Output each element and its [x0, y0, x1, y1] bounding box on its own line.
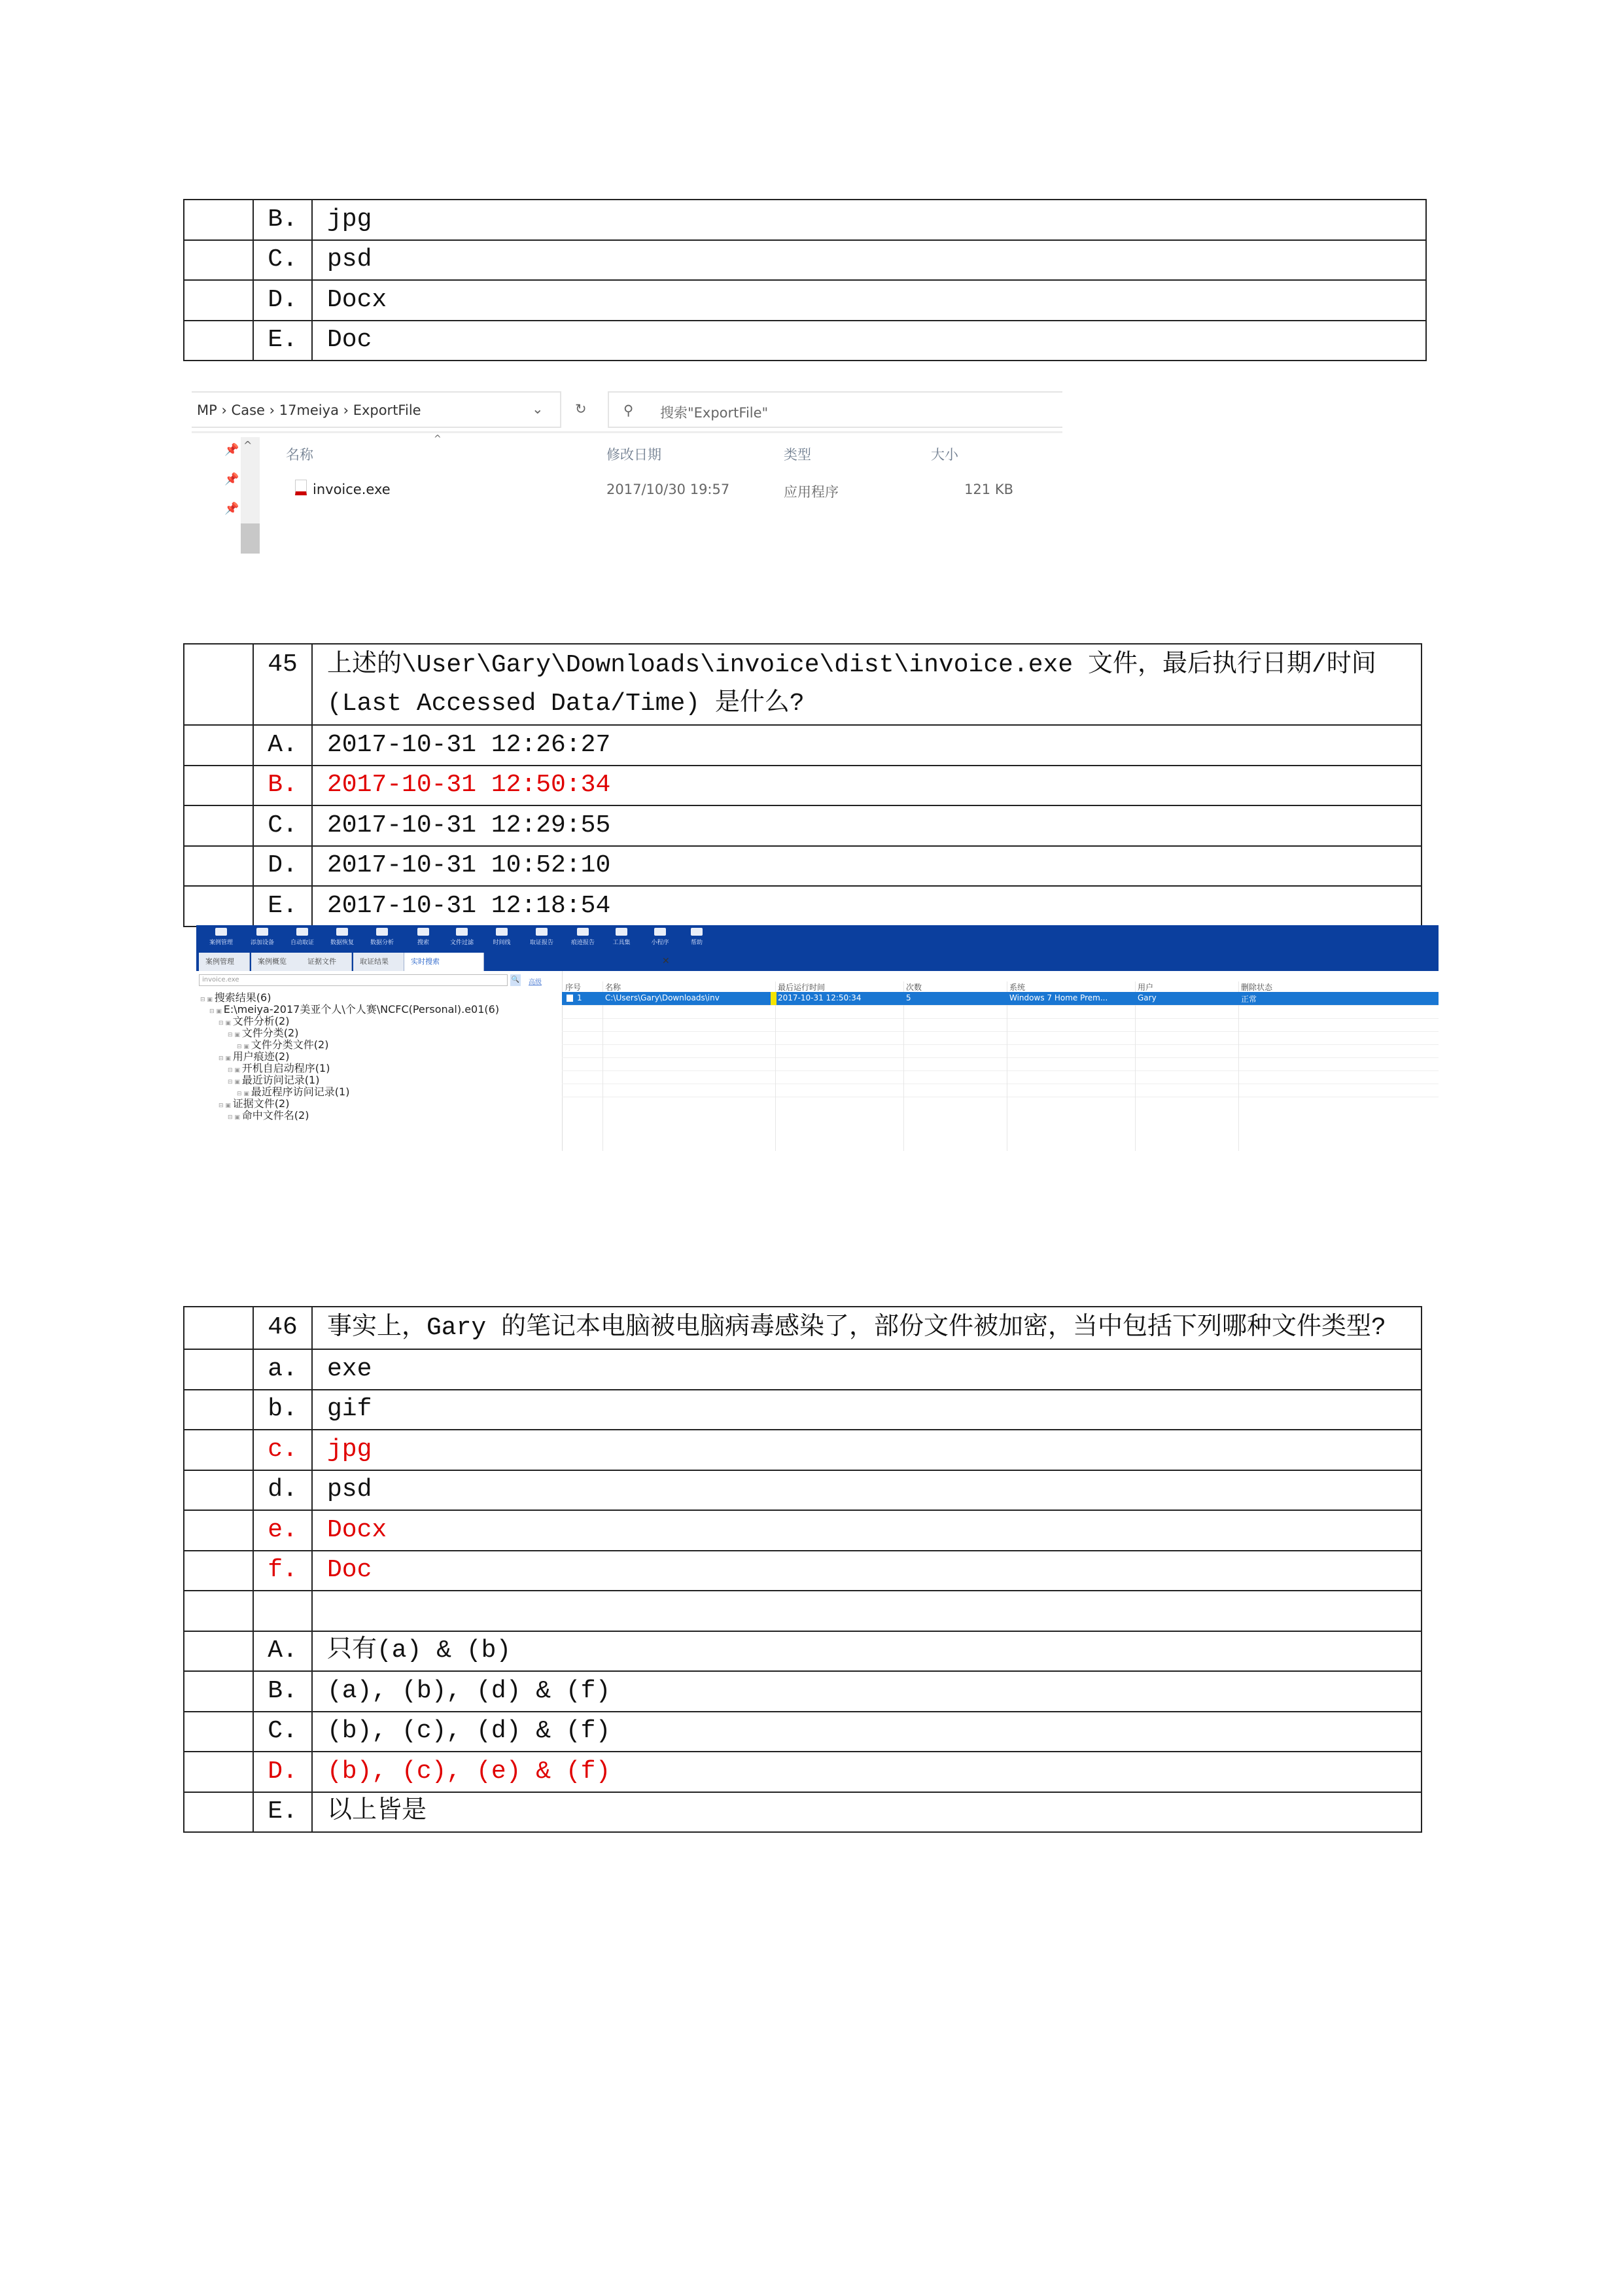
search-icon: ⚲ — [623, 402, 634, 418]
result-cell: Windows 7 Home Prem... — [1009, 993, 1108, 1002]
scroll-up-icon[interactable]: ^ — [243, 439, 253, 451]
toolbar-icon — [256, 928, 268, 936]
file-explorer-screenshot — [192, 387, 1062, 554]
toolbar-icon — [417, 928, 429, 936]
grid-line — [562, 1057, 1439, 1058]
option-label: D. — [253, 280, 312, 321]
expand-icon[interactable]: ⊟ ▣ — [228, 1114, 242, 1121]
option-label: D. — [253, 846, 312, 887]
option-row — [184, 1349, 1422, 1390]
option-text: 以上皆是 — [312, 1792, 1422, 1833]
option-row — [184, 1671, 1422, 1712]
toolbar-label: 数据分析 — [370, 940, 394, 946]
tab[interactable]: 案例概览 — [251, 953, 302, 971]
breadcrumb-item[interactable]: Case — [231, 402, 265, 418]
toolbar-icon — [296, 928, 308, 936]
question-text: 上述的\User\Gary\Downloads\invoice\dist\invoice.exe 文件，最后执行日期/时间(Last Accessed Data/Time) 是什么? — [312, 644, 1422, 725]
toolbar-label: 小程序 — [651, 940, 669, 946]
toolbar-button[interactable] — [680, 927, 713, 946]
toolbar-icon — [215, 928, 227, 936]
option-text: psd — [312, 1470, 1422, 1511]
toolbar-label: 添加设备 — [250, 940, 274, 946]
checkbox[interactable] — [567, 995, 573, 1002]
toolbar-icon — [336, 928, 348, 936]
breadcrumb-item[interactable]: ExportFile — [353, 402, 421, 418]
result-cell: Gary — [1138, 993, 1157, 1002]
column-divider — [775, 981, 776, 1151]
option-row — [184, 1430, 1422, 1470]
toolbar-label: 工具集 — [612, 940, 631, 946]
option-row — [184, 1591, 1422, 1631]
option-label: d. — [253, 1470, 312, 1511]
option-row — [184, 321, 1426, 361]
question-row — [184, 1307, 1422, 1349]
question-text: 事实上，Gary 的笔记本电脑被电脑病毒感染了，部份文件被加密，当中包括下列哪种文件类型? — [312, 1307, 1422, 1349]
toolbar-button[interactable] — [326, 927, 358, 946]
pin-icon: 📌 — [224, 443, 239, 457]
option-text: (b), (c), (d) & (f) — [312, 1712, 1422, 1752]
grid-line — [562, 1031, 1439, 1032]
column-header[interactable]: 次数 — [906, 983, 922, 992]
result-cell: 2017-10-31 12:50:34 — [778, 993, 862, 1002]
option-label: b. — [253, 1390, 312, 1430]
question-45-table — [183, 643, 1422, 927]
question-number: 46 — [253, 1307, 312, 1349]
option-row — [184, 1390, 1422, 1430]
grid-line — [562, 1005, 1439, 1006]
option-row — [184, 240, 1426, 281]
tree-node-label: 搜索结果(6) — [214, 991, 271, 1004]
toolbar-button[interactable] — [246, 927, 279, 946]
option-label: A. — [253, 725, 312, 766]
option-text: jpg — [312, 1430, 1422, 1470]
option-text — [312, 1591, 1422, 1631]
grid-line — [562, 1044, 1439, 1045]
option-text: Doc — [312, 321, 1426, 361]
pin-icon: 📌 — [224, 472, 239, 486]
expand-icon[interactable]: ⊟ ▣ — [228, 1079, 242, 1086]
toolbar-button[interactable] — [525, 927, 558, 946]
option-text: 2017-10-31 12:18:54 — [312, 886, 1422, 927]
option-label: c. — [253, 1430, 312, 1470]
option-text: gif — [312, 1390, 1422, 1430]
column-header-size[interactable]: 大小 — [931, 447, 958, 463]
breadcrumb: MP › Case › 17meiya › ExportFile — [197, 402, 421, 418]
tree-node-label: 证据文件(2) — [232, 1097, 290, 1110]
expand-icon[interactable]: ⊟ ▣ — [218, 1020, 233, 1027]
option-label: C. — [253, 805, 312, 846]
toolbar-button[interactable] — [644, 927, 676, 946]
column-header[interactable]: 序号 — [565, 983, 582, 992]
file-name[interactable]: invoice.exe — [313, 482, 391, 497]
expand-icon[interactable]: ⊟ ▣ — [237, 1091, 251, 1097]
toolbar-icon — [577, 928, 589, 936]
option-text: (a), (b), (d) & (f) — [312, 1671, 1422, 1712]
option-text: exe — [312, 1349, 1422, 1390]
advanced-search-link[interactable]: 高级 — [529, 979, 542, 986]
option-label: D. — [253, 1752, 312, 1792]
scrollbar-thumb[interactable] — [241, 523, 260, 554]
highlight-marker — [771, 992, 777, 1005]
column-header[interactable]: 最后运行时间 — [778, 983, 826, 992]
tree-node-label: 用户痕迹(2) — [232, 1050, 290, 1063]
expand-icon[interactable]: ⊟ ▣ — [200, 997, 215, 1003]
column-header-modified[interactable]: 修改日期 — [606, 447, 661, 463]
option-label: E. — [253, 1792, 312, 1833]
pdf-file-icon — [295, 480, 307, 495]
toolbar-icon — [691, 928, 703, 936]
expand-icon[interactable]: ⊟ ▣ — [218, 1103, 233, 1109]
search-input[interactable]: invoice.exe — [199, 974, 508, 986]
toolbar-icon — [456, 928, 468, 936]
tree-node-label: 命中文件名(2) — [241, 1109, 309, 1122]
expand-icon[interactable]: ⊟ ▣ — [237, 1044, 251, 1050]
expand-icon[interactable]: ⊟ ▣ — [228, 1067, 242, 1074]
search-button[interactable]: 🔍 — [510, 974, 521, 986]
tab[interactable]: 实时搜索 — [404, 953, 484, 971]
option-text: 2017-10-31 12:50:34 — [312, 766, 1422, 806]
question-46-table — [183, 1306, 1422, 1833]
file-modified: 2017/10/30 19:57 — [606, 482, 730, 497]
option-row — [184, 1712, 1422, 1752]
option-label: a. — [253, 1349, 312, 1390]
chevron-down-icon[interactable]: ⌄ — [532, 401, 544, 417]
option-text: Docx — [312, 1510, 1422, 1551]
breadcrumb-item[interactable]: 17meiya — [279, 402, 339, 418]
option-text: 2017-10-31 10:52:10 — [312, 846, 1422, 887]
option-text: jpg — [312, 200, 1426, 240]
file-type: 应用程序 — [784, 484, 839, 500]
option-row — [184, 766, 1422, 806]
toolbar-button[interactable] — [605, 927, 638, 946]
option-label: e. — [253, 1510, 312, 1551]
pin-icon: 📌 — [224, 502, 239, 516]
tree-node-label: 最近访问记录(1) — [241, 1074, 320, 1086]
column-divider — [1238, 981, 1239, 1151]
toolbar-button[interactable] — [286, 927, 319, 946]
option-label: C. — [253, 1712, 312, 1752]
tree-node-label: 文件分析(2) — [232, 1015, 290, 1027]
option-label: C. — [253, 240, 312, 281]
toolbar-label: 取证报告 — [529, 940, 553, 946]
column-header[interactable]: 系统 — [1009, 983, 1026, 992]
option-label: B. — [253, 1671, 312, 1712]
toolbar-label: 时间线 — [493, 940, 511, 946]
result-cell: 正常 — [1241, 995, 1257, 1004]
tree-node-label: 文件分类(2) — [241, 1027, 299, 1039]
divider — [192, 431, 1062, 433]
option-row — [184, 1752, 1422, 1792]
option-text: 2017-10-31 12:26:27 — [312, 725, 1422, 766]
expand-icon[interactable]: ⊟ ▣ — [228, 1032, 242, 1038]
toolbar-icon — [654, 928, 666, 936]
tab[interactable]: 取证结果 — [353, 953, 404, 971]
option-row — [184, 725, 1422, 766]
option-row — [184, 1510, 1422, 1551]
toolbar-label: 自动取证 — [290, 940, 314, 946]
option-text: (b), (c), (e) & (f) — [312, 1752, 1422, 1792]
toolbar-icon — [536, 928, 548, 936]
grid-line — [562, 1018, 1439, 1019]
toolbar-label: 文件过滤 — [449, 940, 474, 946]
option-label — [253, 1591, 312, 1631]
search-placeholder: 搜索"ExportFile" — [660, 405, 769, 421]
tree-node-label: 文件分类文件(2) — [251, 1038, 329, 1051]
toolbar-label: 搜索 — [417, 940, 429, 946]
question-number: 45 — [253, 644, 312, 725]
toolbar-button[interactable] — [407, 927, 440, 946]
column-header[interactable]: 用户 — [1138, 983, 1154, 992]
toolbar-label: 帮助 — [690, 940, 703, 946]
toolbar-icon — [376, 928, 388, 936]
grid-line — [562, 1070, 1439, 1071]
toolbar-button[interactable] — [445, 927, 478, 946]
option-row — [184, 886, 1422, 927]
breadcrumb-item[interactable]: MP — [197, 402, 217, 418]
option-row — [184, 846, 1422, 887]
option-row — [184, 1551, 1422, 1591]
option-text: Doc — [312, 1551, 1422, 1591]
forensic-tool-screenshot — [196, 925, 1439, 1151]
column-header-type[interactable]: 类型 — [784, 447, 811, 463]
tab[interactable]: 案例管理 — [199, 953, 250, 971]
option-text: 2017-10-31 12:29:55 — [312, 805, 1422, 846]
toolbar-icon — [616, 928, 627, 936]
toolbar-label: 痕迹报告 — [570, 940, 595, 946]
file-size: 121 KB — [964, 482, 1013, 497]
option-label: E. — [253, 886, 312, 927]
option-row — [184, 1631, 1422, 1672]
question-row — [184, 644, 1422, 725]
refresh-icon[interactable]: ↻ — [575, 401, 587, 417]
toolbar-button[interactable] — [567, 927, 599, 946]
option-row — [184, 1792, 1422, 1833]
result-cell: 1 — [577, 993, 582, 1002]
toolbar-label: 案例管理 — [209, 940, 233, 946]
result-cell: 5 — [906, 993, 911, 1002]
toolbar-button[interactable] — [485, 927, 518, 946]
option-label: f. — [253, 1551, 312, 1591]
sort-ascending-icon: ^ — [434, 434, 442, 444]
close-tab-icon[interactable]: ✕ — [662, 956, 670, 966]
option-row — [184, 1470, 1422, 1511]
column-header-name[interactable]: 名称 — [286, 447, 313, 463]
option-label: B. — [253, 200, 312, 240]
expand-icon[interactable]: ⊟ ▣ — [218, 1055, 233, 1062]
tree-node[interactable] — [228, 1107, 309, 1122]
result-cell: C:\Users\Gary\Downloads\inv — [605, 993, 720, 1002]
column-divider — [903, 981, 904, 1151]
options-table-top — [183, 199, 1427, 361]
toolbar-icon — [496, 928, 508, 936]
tree-node-label: 开机自启动程序(1) — [241, 1062, 330, 1074]
column-header[interactable]: 名称 — [605, 983, 621, 992]
option-text: Docx — [312, 280, 1426, 321]
option-text: psd — [312, 240, 1426, 281]
option-row — [184, 805, 1422, 846]
option-label: A. — [253, 1631, 312, 1672]
toolbar-button[interactable] — [366, 927, 398, 946]
column-divider — [1135, 981, 1136, 1151]
toolbar-label: 数据恢复 — [330, 940, 354, 946]
option-row — [184, 280, 1426, 321]
option-label: B. — [253, 766, 312, 806]
tree-node-label: 最近程序访问记录(1) — [251, 1086, 350, 1098]
option-text: 只有(a) & (b) — [312, 1631, 1422, 1672]
tab[interactable]: 证据文件 — [301, 953, 352, 971]
expand-icon[interactable]: ⊟ ▣ — [209, 1008, 224, 1015]
toolbar-button[interactable] — [205, 927, 237, 946]
option-label: E. — [253, 321, 312, 361]
option-row — [184, 200, 1426, 240]
column-divider — [602, 981, 603, 1151]
column-header[interactable]: 删除状态 — [1241, 983, 1273, 992]
tree-node-label: E:\meiya-2017美亚个人\个人赛\NCFC(Personal).e01(6) — [223, 1003, 500, 1016]
